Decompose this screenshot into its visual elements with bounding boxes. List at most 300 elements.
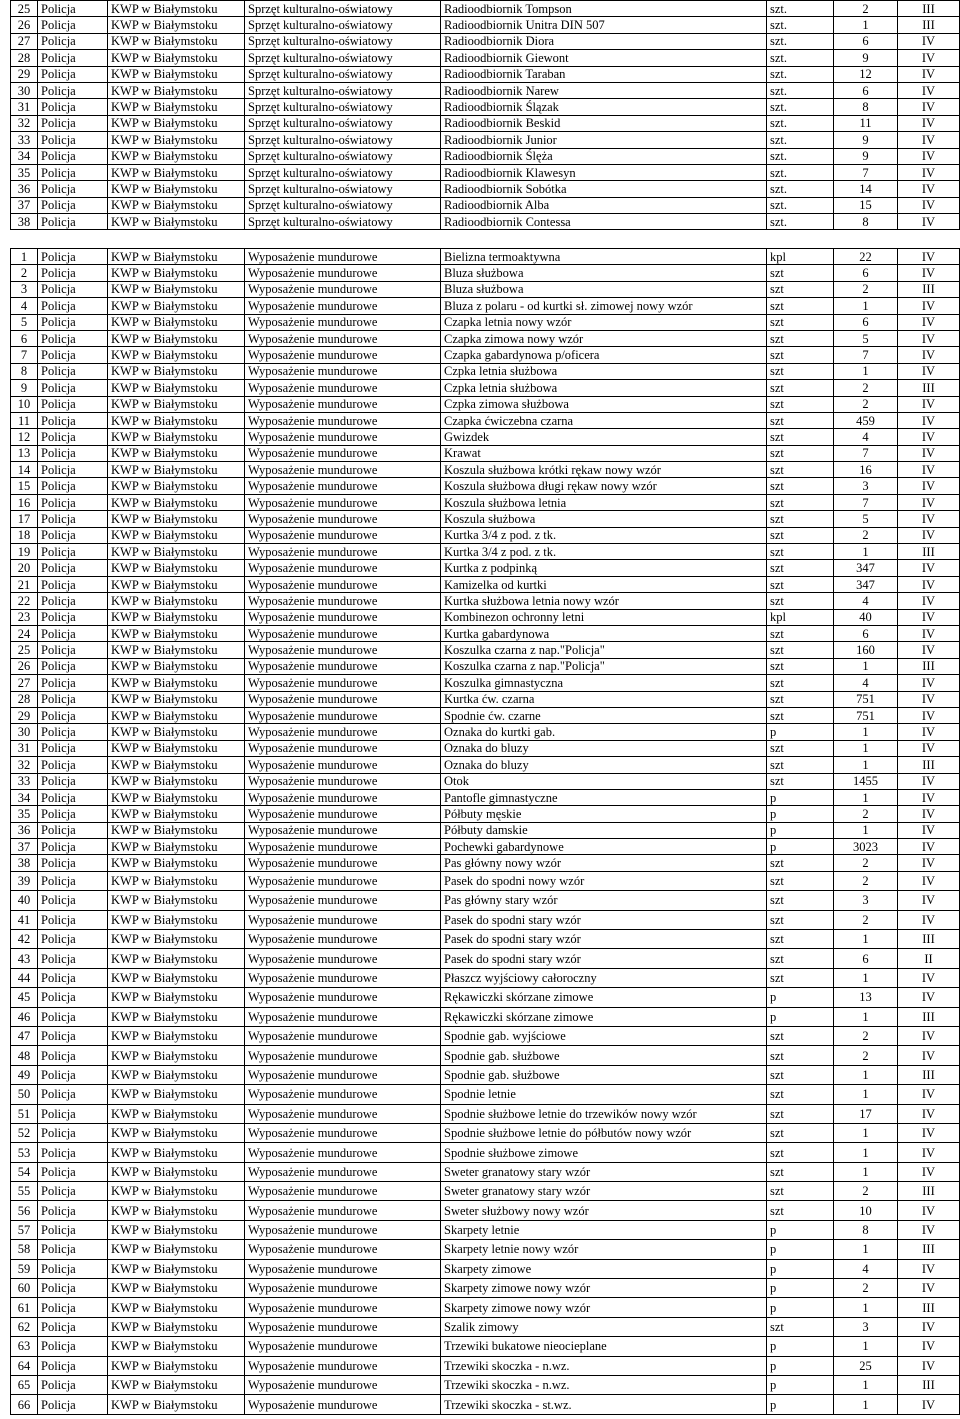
cell-jednostka: KWP w Białymstoku (108, 757, 245, 773)
cell-kat: IV (898, 197, 960, 213)
cell-jm: szt (767, 1026, 834, 1045)
cell-jm: szt (767, 363, 834, 379)
cell-ilosc: 160 (834, 642, 898, 658)
cell-ilosc: 6 (834, 82, 898, 98)
cell-sluzba: Policja (38, 988, 108, 1007)
cell-nr: 21 (11, 576, 38, 592)
table-row (11, 1085, 960, 1104)
cell-grupa: Wyposażenie mundurowe (245, 1123, 441, 1142)
cell-grupa: Wyposażenie mundurowe (245, 806, 441, 822)
cell-jednostka: KWP w Białymstoku (108, 82, 245, 98)
cell-sluzba: Policja (38, 511, 108, 527)
cell-ilosc: 2 (834, 396, 898, 412)
cell-jm: szt (767, 1143, 834, 1162)
table-row (11, 1201, 960, 1220)
cell-nr: 49 (11, 1065, 38, 1084)
cell-nazwa: Radioodbiornik Contessa (441, 214, 767, 230)
cell-ilosc: 347 (834, 560, 898, 576)
cell-ilosc: 25 (834, 1356, 898, 1375)
cell-grupa: Wyposażenie mundurowe (245, 511, 441, 527)
cell-nr: 54 (11, 1162, 38, 1181)
cell-jm: szt (767, 560, 834, 576)
cell-nr: 29 (11, 707, 38, 723)
cell-ilosc: 12 (834, 66, 898, 82)
cell-jednostka: KWP w Białymstoku (108, 298, 245, 314)
cell-jm: szt (767, 1123, 834, 1142)
cell-jednostka: KWP w Białymstoku (108, 17, 245, 33)
cell-jednostka: KWP w Białymstoku (108, 740, 245, 756)
cell-jednostka: KWP w Białymstoku (108, 1123, 245, 1142)
cell-nr: 60 (11, 1279, 38, 1298)
cell-jednostka: KWP w Białymstoku (108, 576, 245, 592)
cell-jm: szt (767, 691, 834, 707)
cell-nazwa: Pas główny nowy wzór (441, 855, 767, 871)
cell-grupa: Wyposażenie mundurowe (245, 757, 441, 773)
cell-ilosc: 7 (834, 164, 898, 180)
cell-kat: IV (898, 396, 960, 412)
cell-nazwa: Czapka ćwiczebna czarna (441, 412, 767, 428)
cell-ilosc: 347 (834, 576, 898, 592)
cell-nr: 61 (11, 1298, 38, 1317)
cell-jm: szt (767, 576, 834, 592)
table-row (11, 33, 960, 49)
cell-sluzba: Policja (38, 773, 108, 789)
cell-nazwa: Koszulka czarna z nap."Policja" (441, 642, 767, 658)
cell-nazwa: Radioodbiornik Beskid (441, 115, 767, 131)
cell-nr: 56 (11, 1201, 38, 1220)
cell-jm: szt (767, 1182, 834, 1201)
cell-grupa: Wyposażenie mundurowe (245, 560, 441, 576)
cell-jednostka: KWP w Białymstoku (108, 988, 245, 1007)
cell-jednostka: KWP w Białymstoku (108, 1356, 245, 1375)
cell-kat: IV (898, 675, 960, 691)
cell-nazwa: Czpka zimowa służbowa (441, 396, 767, 412)
table-row (11, 691, 960, 707)
cell-nr: 44 (11, 968, 38, 987)
table-row (11, 910, 960, 929)
cell-jednostka: KWP w Białymstoku (108, 773, 245, 789)
cell-grupa: Wyposażenie mundurowe (245, 1298, 441, 1317)
cell-jednostka: KWP w Białymstoku (108, 462, 245, 478)
cell-sluzba: Policja (38, 33, 108, 49)
table-row (11, 625, 960, 641)
cell-grupa: Wyposażenie mundurowe (245, 1356, 441, 1375)
cell-jm: szt. (767, 214, 834, 230)
cell-kat: III (898, 1065, 960, 1084)
cell-kat: IV (898, 1143, 960, 1162)
cell-nazwa: Pas główny stary wzór (441, 891, 767, 910)
cell-nazwa: Sweter granatowy stary wzór (441, 1182, 767, 1201)
cell-kat: IV (898, 249, 960, 265)
cell-jm: szt (767, 445, 834, 461)
cell-sluzba: Policja (38, 1279, 108, 1298)
cell-sluzba: Policja (38, 396, 108, 412)
cell-grupa: Wyposażenie mundurowe (245, 773, 441, 789)
cell-jednostka: KWP w Białymstoku (108, 494, 245, 510)
cell-kat: IV (898, 478, 960, 494)
cell-kat: IV (898, 1201, 960, 1220)
cell-kat: III (898, 281, 960, 297)
cell-ilosc: 16 (834, 462, 898, 478)
cell-jm: szt (767, 1065, 834, 1084)
cell-nazwa: Kurtka gabardynowa (441, 625, 767, 641)
table-row (11, 527, 960, 543)
cell-kat: IV (898, 164, 960, 180)
cell-nazwa: Kurtka 3/4 z pod. z tk. (441, 527, 767, 543)
cell-sluzba: Policja (38, 707, 108, 723)
cell-kat: IV (898, 1085, 960, 1104)
cell-nr: 33 (11, 132, 38, 148)
table-row (11, 1220, 960, 1239)
cell-sluzba: Policja (38, 445, 108, 461)
table-row (11, 1298, 960, 1317)
cell-jm: szt. (767, 181, 834, 197)
cell-kat: III (898, 1007, 960, 1026)
cell-ilosc: 2 (834, 380, 898, 396)
cell-grupa: Wyposażenie mundurowe (245, 691, 441, 707)
cell-nr: 31 (11, 740, 38, 756)
cell-ilosc: 1 (834, 740, 898, 756)
cell-ilosc: 7 (834, 347, 898, 363)
table-row (11, 1279, 960, 1298)
cell-jednostka: KWP w Białymstoku (108, 197, 245, 213)
cell-sluzba: Policja (38, 1104, 108, 1123)
cell-ilosc: 6 (834, 265, 898, 281)
table-row (11, 1356, 960, 1375)
cell-kat: IV (898, 115, 960, 131)
cell-nazwa: Spodnie gab. służbowe (441, 1046, 767, 1065)
cell-jm: p (767, 822, 834, 838)
cell-nr: 43 (11, 949, 38, 968)
cell-nazwa: Trzewiki skoczka - n.wz. (441, 1356, 767, 1375)
cell-jm: p (767, 806, 834, 822)
cell-kat: IV (898, 806, 960, 822)
cell-ilosc: 6 (834, 314, 898, 330)
cell-grupa: Wyposażenie mundurowe (245, 949, 441, 968)
cell-grupa: Sprzęt kulturalno-oświatowy (245, 82, 441, 98)
cell-ilosc: 8 (834, 99, 898, 115)
cell-sluzba: Policja (38, 363, 108, 379)
cell-nazwa: Kurtka ćw. czarna (441, 691, 767, 707)
cell-jm: szt (767, 625, 834, 641)
cell-nazwa: Skarpety zimowe nowy wzór (441, 1279, 767, 1298)
cell-nazwa: Czapka zimowa nowy wzór (441, 330, 767, 346)
cell-nr: 25 (11, 1, 38, 17)
cell-sluzba: Policja (38, 66, 108, 82)
cell-jm: p (767, 1220, 834, 1239)
table-row (11, 66, 960, 82)
cell-grupa: Sprzęt kulturalno-oświatowy (245, 33, 441, 49)
cell-jm: szt (767, 265, 834, 281)
cell-kat: IV (898, 50, 960, 66)
cell-jednostka: KWP w Białymstoku (108, 99, 245, 115)
cell-jednostka: KWP w Białymstoku (108, 181, 245, 197)
table-row (11, 197, 960, 213)
cell-nazwa: Sweter granatowy stary wzór (441, 1162, 767, 1181)
cell-kat: III (898, 17, 960, 33)
cell-jednostka: KWP w Białymstoku (108, 511, 245, 527)
cell-jm: szt (767, 281, 834, 297)
cell-grupa: Wyposażenie mundurowe (245, 544, 441, 560)
cell-nr: 22 (11, 593, 38, 609)
cell-ilosc: 1 (834, 724, 898, 740)
cell-jednostka: KWP w Białymstoku (108, 115, 245, 131)
cell-nr: 47 (11, 1026, 38, 1045)
cell-ilosc: 751 (834, 691, 898, 707)
cell-jednostka: KWP w Białymstoku (108, 625, 245, 641)
cell-kat: III (898, 757, 960, 773)
cell-nr: 59 (11, 1259, 38, 1278)
cell-grupa: Wyposażenie mundurowe (245, 1046, 441, 1065)
cell-jm: szt. (767, 164, 834, 180)
cell-sluzba: Policja (38, 724, 108, 740)
cell-jednostka: KWP w Białymstoku (108, 445, 245, 461)
table-row (11, 1143, 960, 1162)
table-row (11, 265, 960, 281)
cell-sluzba: Policja (38, 527, 108, 543)
table-row (11, 871, 960, 890)
table-row (11, 249, 960, 265)
cell-ilosc: 7 (834, 445, 898, 461)
cell-nr: 53 (11, 1143, 38, 1162)
cell-jednostka: KWP w Białymstoku (108, 707, 245, 723)
table-row (11, 773, 960, 789)
cell-grupa: Wyposażenie mundurowe (245, 1220, 441, 1239)
cell-nazwa: Koszula służbowa (441, 511, 767, 527)
table-row (11, 593, 960, 609)
cell-ilosc: 1 (834, 363, 898, 379)
cell-nr: 27 (11, 675, 38, 691)
table-row (11, 164, 960, 180)
cell-nr: 13 (11, 445, 38, 461)
cell-ilosc: 15 (834, 197, 898, 213)
cell-nazwa: Radioodbiornik Diora (441, 33, 767, 49)
cell-ilosc: 2 (834, 1182, 898, 1201)
cell-sluzba: Policja (38, 1337, 108, 1356)
cell-grupa: Sprzęt kulturalno-oświatowy (245, 66, 441, 82)
cell-nr: 16 (11, 494, 38, 510)
cell-nazwa: Pasek do spodni stary wzór (441, 930, 767, 949)
cell-nazwa: Oznaka do bluzy (441, 757, 767, 773)
cell-jm: szt (767, 642, 834, 658)
cell-sluzba: Policja (38, 494, 108, 510)
cell-nazwa: Kurtka z podpinką (441, 560, 767, 576)
cell-nr: 42 (11, 930, 38, 949)
table-row (11, 445, 960, 461)
cell-jm: szt (767, 968, 834, 987)
cell-jednostka: KWP w Białymstoku (108, 1007, 245, 1026)
cell-sluzba: Policja (38, 1162, 108, 1181)
cell-kat: IV (898, 707, 960, 723)
cell-grupa: Sprzęt kulturalno-oświatowy (245, 197, 441, 213)
cell-nazwa: Radioodbiornik Junior (441, 132, 767, 148)
cell-kat: IV (898, 839, 960, 855)
cell-jednostka: KWP w Białymstoku (108, 164, 245, 180)
cell-jednostka: KWP w Białymstoku (108, 1317, 245, 1336)
table-row (11, 281, 960, 297)
cell-sluzba: Policja (38, 560, 108, 576)
cell-grupa: Wyposażenie mundurowe (245, 855, 441, 871)
cell-jm: szt (767, 544, 834, 560)
cell-grupa: Sprzęt kulturalno-oświatowy (245, 1, 441, 17)
cell-jm: szt (767, 1201, 834, 1220)
cell-kat: IV (898, 560, 960, 576)
cell-nazwa: Radioodbiornik Ślązak (441, 99, 767, 115)
cell-kat: IV (898, 891, 960, 910)
cell-grupa: Sprzęt kulturalno-oświatowy (245, 132, 441, 148)
cell-grupa: Wyposażenie mundurowe (245, 1279, 441, 1298)
cell-sluzba: Policja (38, 330, 108, 346)
cell-jednostka: KWP w Białymstoku (108, 1182, 245, 1201)
cell-ilosc: 8 (834, 214, 898, 230)
cell-grupa: Wyposażenie mundurowe (245, 1317, 441, 1336)
cell-grupa: Wyposażenie mundurowe (245, 1026, 441, 1045)
cell-nazwa: Radioodbiornik Tompson (441, 1, 767, 17)
cell-ilosc: 2 (834, 281, 898, 297)
cell-nazwa: Oznaka do bluzy (441, 740, 767, 756)
cell-nazwa: Radioodbiornik Sobótka (441, 181, 767, 197)
cell-nr: 11 (11, 412, 38, 428)
table-row (11, 1, 960, 17)
cell-grupa: Wyposażenie mundurowe (245, 347, 441, 363)
cell-sluzba: Policja (38, 891, 108, 910)
cell-nazwa: Spodnie gab. służbowe (441, 1065, 767, 1084)
cell-grupa: Wyposażenie mundurowe (245, 968, 441, 987)
cell-jm: szt. (767, 66, 834, 82)
cell-jednostka: KWP w Białymstoku (108, 593, 245, 609)
cell-kat: IV (898, 910, 960, 929)
cell-kat: IV (898, 347, 960, 363)
cell-nr: 34 (11, 789, 38, 805)
cell-nr: 33 (11, 773, 38, 789)
cell-jm: szt. (767, 17, 834, 33)
cell-jednostka: KWP w Białymstoku (108, 806, 245, 822)
cell-nr: 32 (11, 115, 38, 131)
cell-jednostka: KWP w Białymstoku (108, 560, 245, 576)
cell-sluzba: Policja (38, 412, 108, 428)
cell-sluzba: Policja (38, 380, 108, 396)
cell-sluzba: Policja (38, 181, 108, 197)
cell-ilosc: 2 (834, 1, 898, 17)
table-row (11, 1026, 960, 1045)
cell-nazwa: Bluza z polaru - od kurtki sł. zimowej nowy wzór (441, 298, 767, 314)
cell-jm: szt. (767, 1, 834, 17)
cell-jednostka: KWP w Białymstoku (108, 1220, 245, 1239)
cell-ilosc: 459 (834, 412, 898, 428)
cell-nazwa: Spodnie ćw. czarne (441, 707, 767, 723)
cell-jednostka: KWP w Białymstoku (108, 642, 245, 658)
cell-grupa: Wyposażenie mundurowe (245, 822, 441, 838)
cell-jm: szt (767, 494, 834, 510)
table-row (11, 724, 960, 740)
cell-kat: IV (898, 132, 960, 148)
cell-grupa: Wyposażenie mundurowe (245, 462, 441, 478)
cell-sluzba: Policja (38, 281, 108, 297)
table-row (11, 806, 960, 822)
table-row (11, 363, 960, 379)
cell-jednostka: KWP w Białymstoku (108, 66, 245, 82)
cell-sluzba: Policja (38, 164, 108, 180)
table-row (11, 839, 960, 855)
cell-kat: IV (898, 773, 960, 789)
table-row (11, 478, 960, 494)
cell-jednostka: KWP w Białymstoku (108, 281, 245, 297)
cell-jednostka: KWP w Białymstoku (108, 1085, 245, 1104)
cell-sluzba: Policja (38, 1240, 108, 1259)
cell-ilosc: 3 (834, 478, 898, 494)
cell-kat: IV (898, 1259, 960, 1278)
cell-jm: szt (767, 412, 834, 428)
cell-jednostka: KWP w Białymstoku (108, 314, 245, 330)
cell-grupa: Sprzęt kulturalno-oświatowy (245, 214, 441, 230)
cell-nazwa: Spodnie służbowe letnie do trzewików nowy wzór (441, 1104, 767, 1123)
cell-ilosc: 4 (834, 429, 898, 445)
cell-jednostka: KWP w Białymstoku (108, 1201, 245, 1220)
cell-nazwa: Kurtka służbowa letnia nowy wzór (441, 593, 767, 609)
cell-nazwa: Bluza służbowa (441, 281, 767, 297)
cell-jm: p (767, 1337, 834, 1356)
table-row (11, 1046, 960, 1065)
cell-nazwa: Kurtka 3/4 z pod. z tk. (441, 544, 767, 560)
cell-jm: szt. (767, 148, 834, 164)
cell-kat: IV (898, 724, 960, 740)
cell-nazwa: Bielizna termoaktywna (441, 249, 767, 265)
cell-ilosc: 2 (834, 527, 898, 543)
cell-kat: IV (898, 82, 960, 98)
cell-kat: IV (898, 642, 960, 658)
cell-jednostka: KWP w Białymstoku (108, 214, 245, 230)
cell-ilosc: 17 (834, 1104, 898, 1123)
cell-sluzba: Policja (38, 1065, 108, 1084)
cell-jm: szt. (767, 132, 834, 148)
cell-nazwa: Bluza służbowa (441, 265, 767, 281)
cell-jm: szt (767, 910, 834, 929)
cell-ilosc: 1 (834, 1143, 898, 1162)
table-row (11, 822, 960, 838)
table-row (11, 642, 960, 658)
cell-nazwa: Otok (441, 773, 767, 789)
cell-sluzba: Policja (38, 740, 108, 756)
cell-nr: 30 (11, 724, 38, 740)
cell-sluzba: Policja (38, 789, 108, 805)
cell-jednostka: KWP w Białymstoku (108, 1046, 245, 1065)
cell-jm: szt (767, 855, 834, 871)
cell-jm: szt (767, 347, 834, 363)
cell-ilosc: 4 (834, 675, 898, 691)
cell-ilosc: 1 (834, 1298, 898, 1317)
cell-nr: 35 (11, 164, 38, 180)
cell-jednostka: KWP w Białymstoku (108, 412, 245, 428)
cell-sluzba: Policja (38, 576, 108, 592)
table-row (11, 658, 960, 674)
cell-kat: IV (898, 527, 960, 543)
cell-jednostka: KWP w Białymstoku (108, 380, 245, 396)
cell-nazwa: Rękawiczki skórzane zimowe (441, 988, 767, 1007)
table-row (11, 855, 960, 871)
table-row (11, 1376, 960, 1395)
table-row (11, 314, 960, 330)
cell-nr: 50 (11, 1085, 38, 1104)
cell-nr: 7 (11, 347, 38, 363)
cell-sluzba: Policja (38, 1046, 108, 1065)
cell-sluzba: Policja (38, 1026, 108, 1045)
cell-kat: IV (898, 412, 960, 428)
cell-nazwa: Czapka gabardynowa p/oficera (441, 347, 767, 363)
cell-ilosc: 22 (834, 249, 898, 265)
table-row (11, 214, 960, 230)
cell-nazwa: Pasek do spodni nowy wzór (441, 871, 767, 890)
cell-jm: szt (767, 675, 834, 691)
